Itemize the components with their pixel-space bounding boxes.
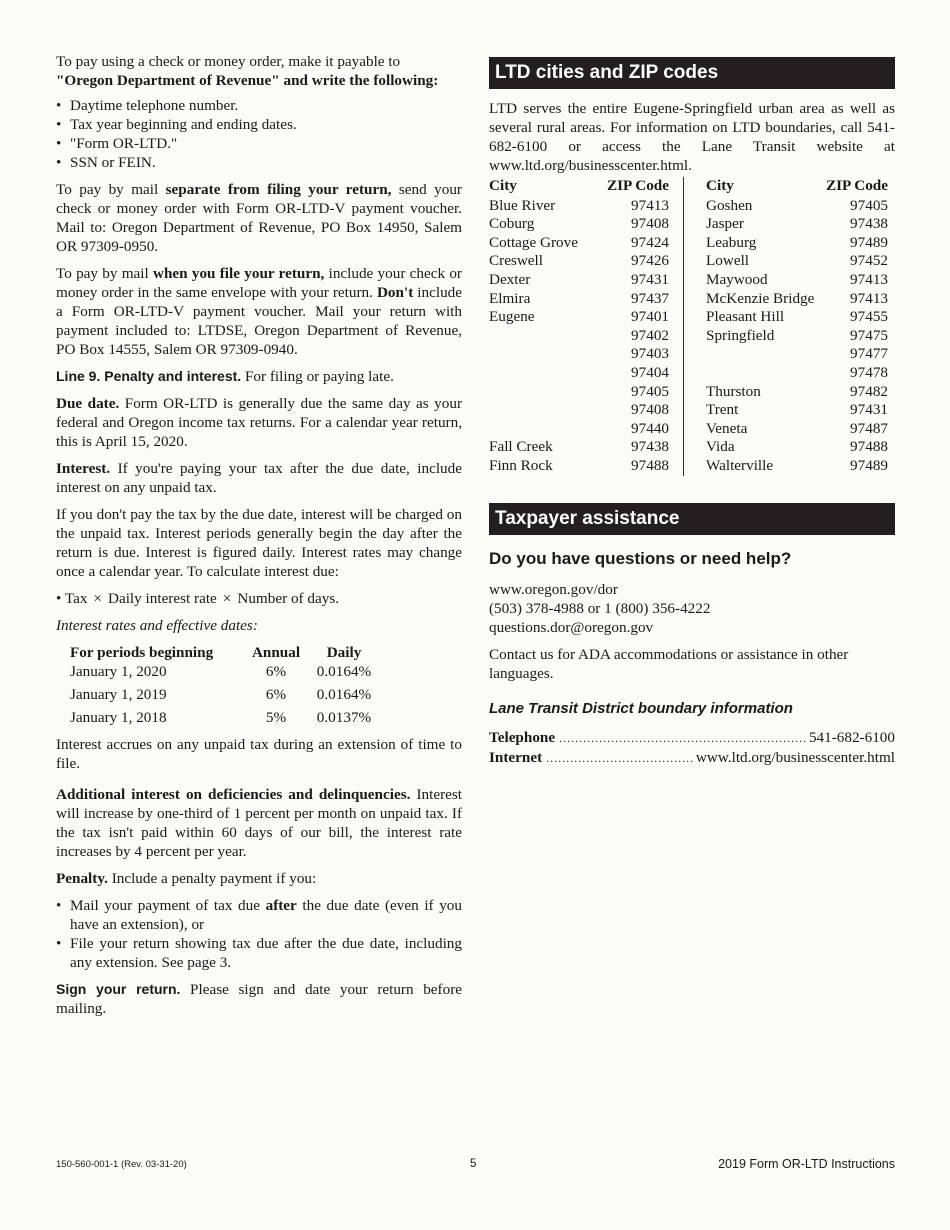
zip-code: 97408 bbox=[631, 401, 669, 419]
list-item: • Mail your payment of tax due after the due date (even if you have an extension), or bbox=[56, 896, 462, 934]
zip-code: 97482 bbox=[850, 382, 888, 400]
table-row bbox=[706, 457, 888, 476]
zip-code: 97478 bbox=[850, 363, 888, 381]
table-row bbox=[706, 290, 888, 309]
phone-numbers: (503) 378-4988 or 1 (800) 356-4222 bbox=[489, 599, 711, 617]
city-name: Veneta bbox=[706, 419, 748, 437]
form-title: 2019 Form OR-LTD Instructions bbox=[718, 1157, 895, 1171]
zip-code: 97452 bbox=[850, 252, 888, 270]
zip-code: 97403 bbox=[631, 345, 669, 363]
table-row bbox=[706, 327, 888, 346]
zip-column-left bbox=[489, 177, 684, 476]
left-column bbox=[56, 52, 462, 1026]
table-row: January 1, 2018 5% 0.0137% bbox=[70, 709, 372, 726]
zip-code: 97455 bbox=[850, 308, 888, 326]
dot-leader bbox=[546, 749, 693, 768]
table-row bbox=[489, 308, 669, 327]
zip-code: 97437 bbox=[631, 289, 669, 307]
zip-code: 97405 bbox=[850, 196, 888, 214]
table-row bbox=[489, 327, 669, 346]
table-row bbox=[706, 271, 888, 290]
ltd-section-banner: LTD cities and ZIP codes bbox=[489, 57, 895, 89]
accrues-paragraph: Interest accrues on any unpaid tax during an extension of time to file. bbox=[56, 736, 462, 772]
interest-formula: • Tax × Daily interest rate × Number of days. bbox=[56, 590, 340, 607]
table-row bbox=[706, 420, 888, 439]
table-row bbox=[706, 215, 888, 234]
table-row bbox=[489, 420, 669, 439]
zip-code: 97477 bbox=[850, 345, 888, 363]
zip-code: 97440 bbox=[631, 419, 669, 437]
zip-code: 97408 bbox=[631, 215, 669, 233]
ltd-boundary-heading: Lane Transit District boundary information bbox=[489, 699, 793, 717]
zip-code: 97405 bbox=[631, 382, 669, 400]
table-row bbox=[489, 215, 669, 234]
city-name: Coburg bbox=[489, 215, 535, 233]
city-name: Cottage Grove bbox=[489, 233, 578, 251]
zip-code: 97426 bbox=[631, 252, 669, 270]
city-name: Walterville bbox=[706, 456, 774, 474]
table-row bbox=[706, 364, 888, 383]
city-name: Creswell bbox=[489, 252, 543, 270]
mail-with-return-paragraph: To pay by mail when you file your return, include your check or money order in the same envelope with your return. Don't include a Form OR-LTD-V payment voucher. Mail your return with payment included to: LTDSE, Oregon Department of Revenue, PO Box 14555, Salem OR 97309-0940. bbox=[56, 265, 463, 358]
table-header-row: For periods beginning Annual Daily bbox=[70, 644, 362, 661]
city-name: Thurston bbox=[706, 382, 761, 400]
table-row bbox=[706, 383, 888, 402]
zip-column-right bbox=[684, 177, 888, 476]
line9-paragraph: Line 9. Penalty and interest. For filing or paying late. bbox=[56, 368, 394, 385]
mail-separate-paragraph: To pay by mail separate from filing your return, send your check or money order with Form OR-LTD-V payment voucher. Mail to: Oregon Department of Revenue, PO Box 14950, Salem OR 97309-0950. bbox=[56, 181, 462, 255]
city-name: Lowell bbox=[706, 252, 750, 270]
page-number: 5 bbox=[470, 1158, 477, 1170]
dot-leader bbox=[559, 729, 806, 748]
interest-details-paragraph: If you don't pay the tax by the due date, interest will be charged on the unpaid tax. Interest periods generally begin the day after the return is due. Interest is figured daily. Interest rates may change once a calendar year. To calculate interest due: bbox=[56, 506, 462, 580]
list-item: • Tax year beginning and ending dates. bbox=[56, 115, 462, 134]
zip-code: 97401 bbox=[631, 308, 669, 326]
table-row bbox=[489, 271, 669, 290]
table-row bbox=[489, 197, 669, 216]
table-row bbox=[489, 252, 669, 271]
list-item: • SSN or FEIN. bbox=[56, 153, 462, 172]
city-name: Goshen bbox=[706, 196, 753, 214]
table-row bbox=[489, 383, 669, 402]
zip-header-row: City ZIP Code bbox=[489, 177, 669, 194]
city-name: McKenzie Bridge bbox=[706, 289, 815, 307]
zip-code: 97438 bbox=[631, 438, 669, 456]
zip-code: 97487 bbox=[850, 419, 888, 437]
zip-code: 97413 bbox=[850, 270, 888, 288]
contact-lines bbox=[489, 580, 895, 637]
city-name: Trent bbox=[706, 401, 739, 419]
rates-caption: Interest rates and effective dates: bbox=[56, 617, 258, 634]
city-name: Eugene bbox=[489, 308, 535, 326]
table-row bbox=[489, 234, 669, 253]
check-instructions: To pay using a check or money order, make it payable to "Oregon Department of Revenue" and write the following: bbox=[56, 53, 439, 89]
table-row bbox=[706, 252, 888, 271]
table-row bbox=[489, 345, 669, 364]
zip-code: 97402 bbox=[631, 326, 669, 344]
zip-code: 97431 bbox=[631, 270, 669, 288]
zip-code-table bbox=[489, 177, 895, 476]
zip-code: 97413 bbox=[631, 196, 669, 214]
city-name: Elmira bbox=[489, 289, 531, 307]
city-name: Dexter bbox=[489, 270, 531, 288]
ltd-website-link[interactable]: www.ltd.org/businesscenter.html bbox=[695, 748, 895, 766]
right-column bbox=[489, 57, 895, 768]
list-item: • Daytime telephone number. bbox=[56, 96, 462, 115]
zip-code: 97489 bbox=[850, 233, 888, 251]
zip-code: 97431 bbox=[850, 401, 888, 419]
table-row bbox=[489, 401, 669, 420]
zip-code: 97404 bbox=[631, 363, 669, 381]
table-row bbox=[706, 438, 888, 457]
zip-code: 97424 bbox=[631, 233, 669, 251]
website-link[interactable]: www.oregon.gov/dor bbox=[489, 580, 618, 598]
zip-code: 97488 bbox=[850, 438, 888, 456]
zip-code: 97489 bbox=[850, 456, 888, 474]
email-link[interactable]: questions.dor@oregon.gov bbox=[489, 618, 654, 636]
payable-to: "Oregon Department of Revenue" and write the following: bbox=[56, 72, 439, 89]
table-row bbox=[706, 308, 888, 327]
ltd-intro-paragraph: LTD serves the entire Eugene-Springfield urban area as well as several rural areas. For information on LTD boundaries, call 541-682-6100 or access the Lane Transit website at www.ltd.org/businesscenter.html. bbox=[489, 100, 895, 174]
table-row bbox=[489, 457, 669, 476]
city-name: Pleasant Hill bbox=[706, 308, 785, 326]
zip-code: 97475 bbox=[850, 326, 888, 344]
table-row: January 1, 2020 6% 0.0164% bbox=[70, 663, 372, 680]
city-name: Vida bbox=[706, 438, 735, 456]
check-bullet-list bbox=[56, 96, 462, 172]
interest-paragraph: Interest. If you're paying your tax after the due date, include interest on any unpaid tax. bbox=[56, 460, 462, 496]
list-item: • File your return showing tax due after the due date, including any extension. See page 3. bbox=[56, 934, 462, 972]
city-name: Jasper bbox=[706, 215, 744, 233]
table-row bbox=[706, 234, 888, 253]
table-row: January 1, 2019 6% 0.0164% bbox=[70, 686, 372, 703]
city-name: Maywood bbox=[706, 270, 768, 288]
table-row bbox=[706, 197, 888, 216]
penalty-bullet-list bbox=[56, 896, 462, 972]
penalty-paragraph: Penalty. Include a penalty payment if you: bbox=[56, 870, 317, 887]
zip-code: 97413 bbox=[850, 289, 888, 307]
ada-paragraph: Contact us for ADA accommodations or assistance in other languages. bbox=[489, 645, 849, 682]
list-item: • "Form OR-LTD." bbox=[56, 134, 462, 153]
table-row bbox=[489, 364, 669, 383]
city-name: Finn Rock bbox=[489, 456, 553, 474]
city-name: Springfield bbox=[706, 326, 775, 344]
form-number: 150-560-001-1 (Rev. 03-31-20) bbox=[56, 1159, 187, 1170]
interest-rates-table bbox=[70, 643, 382, 731]
zip-code: 97488 bbox=[631, 456, 669, 474]
city-name: Blue River bbox=[489, 196, 556, 214]
telephone-line: Telephone ..... 541-682-6100 bbox=[489, 728, 895, 748]
city-name: Leaburg bbox=[706, 233, 757, 251]
internet-line: Internet ..... www.ltd.org/businesscenter.html bbox=[489, 748, 895, 768]
help-heading: Do you have questions or need help? bbox=[489, 548, 792, 568]
due-date-paragraph: Due date. Form OR-LTD is generally due the same day as your federal and Oregon income tax returns. For a calendar year return, this is April 15, 2020. bbox=[56, 395, 462, 450]
zip-header-row: City ZIP Code bbox=[706, 177, 888, 194]
table-row bbox=[489, 438, 669, 457]
table-row bbox=[706, 345, 888, 364]
city-name: Fall Creek bbox=[489, 438, 553, 456]
table-row bbox=[489, 290, 669, 309]
zip-code: 97438 bbox=[850, 215, 888, 233]
table-row bbox=[706, 401, 888, 420]
taxpayer-assistance-banner: Taxpayer assistance bbox=[489, 503, 895, 535]
sign-paragraph: Sign your return. Please sign and date your return before mailing. bbox=[56, 981, 462, 1017]
additional-interest-paragraph: Additional interest on deficiencies and delinquencies. Interest will increase by one-third of 1 percent per month on unpaid tax. If the tax isn't paid within 60 days of our bill, the interest rate increases by 4 percent per year. bbox=[56, 786, 462, 860]
